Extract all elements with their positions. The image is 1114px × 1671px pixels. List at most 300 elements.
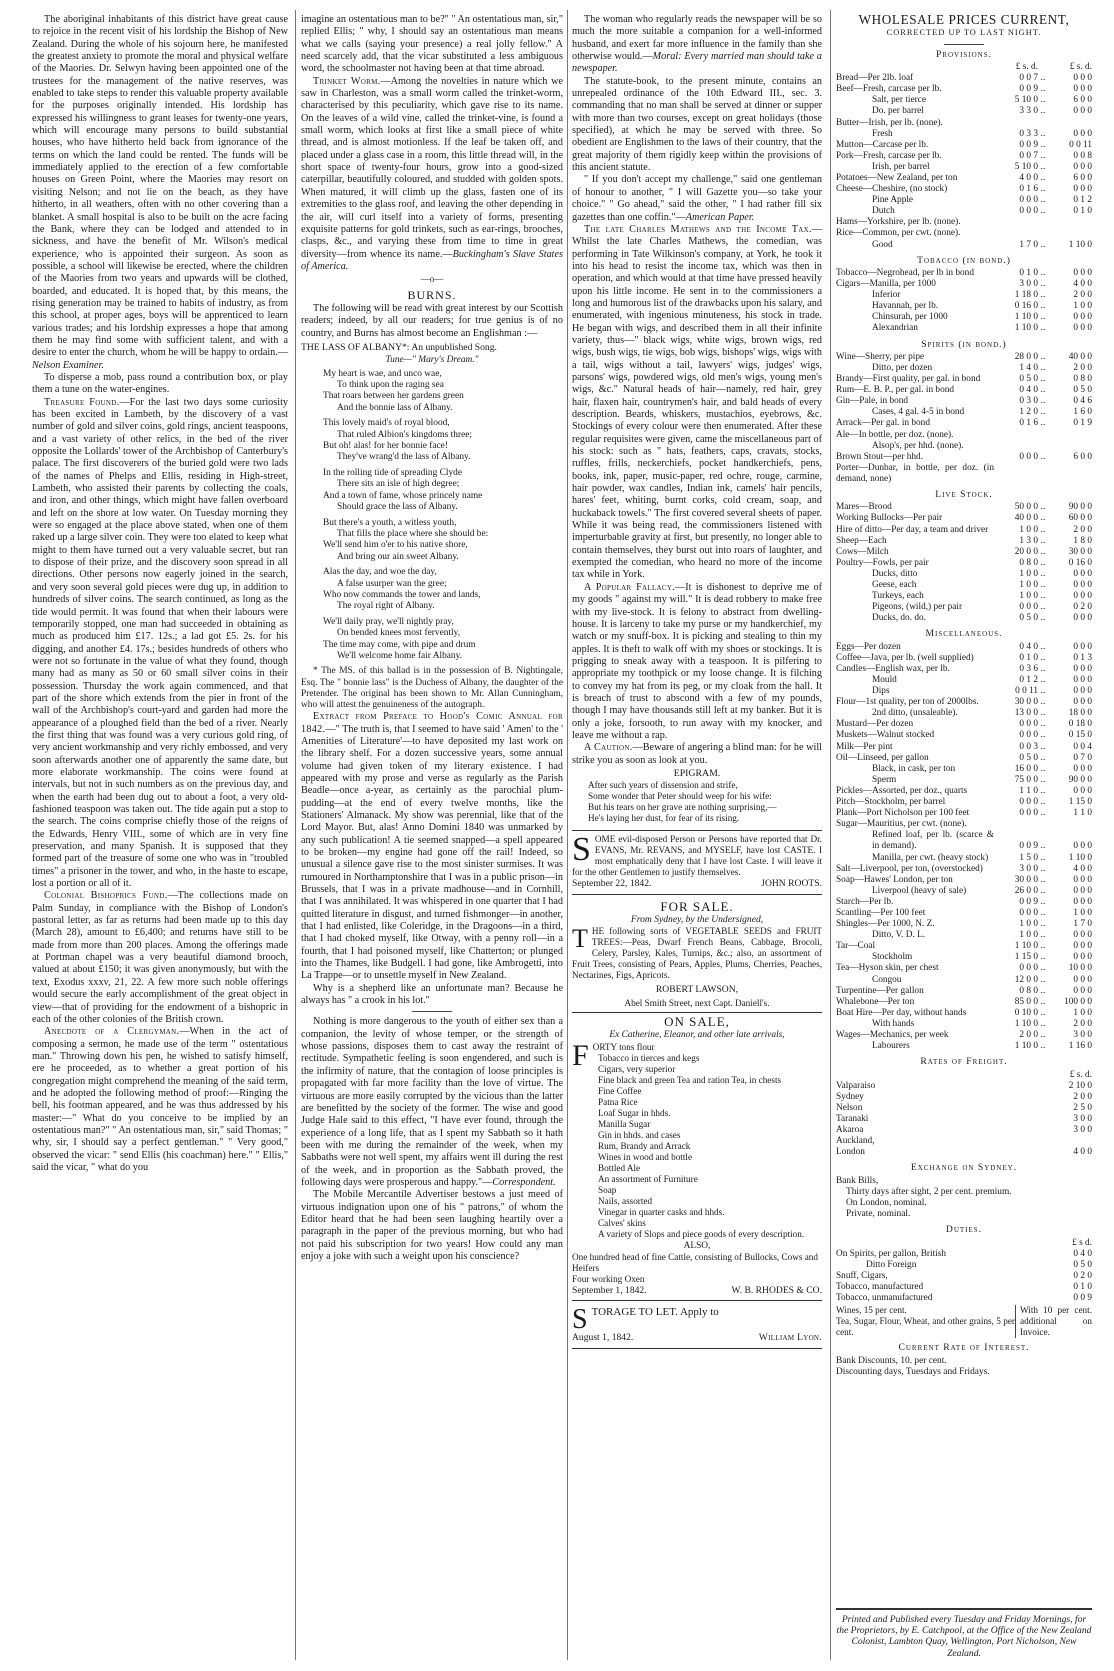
price-item: Pork—Fresh, carcase per lb. — [836, 150, 942, 161]
price-sep — [1038, 118, 1048, 129]
price-row — [836, 1019, 1092, 1030]
price-high: 0 5 0 — [1073, 385, 1092, 396]
price-row — [836, 184, 1092, 195]
price-row — [836, 686, 1092, 697]
price-item: Salt, per tierce — [872, 95, 926, 106]
price-high: 1 6 0 — [1073, 407, 1092, 418]
price-item: Ducks, ditto — [872, 568, 918, 579]
price-sep: .. — [1040, 279, 1046, 290]
price-item: Black, in cask, per ton — [872, 763, 956, 774]
price-table — [836, 642, 1092, 1052]
price-row — [836, 941, 1092, 952]
divider: —o— — [420, 274, 444, 285]
price-low: 0 8 0 — [1019, 557, 1038, 568]
list-item: ORTY tons flour — [592, 1041, 655, 1052]
freight-port: Taranaki — [836, 1113, 869, 1124]
price-item: Brandy—First quality, per gal. in bond — [836, 374, 981, 385]
price-item: Rice—Common, per cwt. (none). — [836, 228, 961, 239]
price-high: 90 0 0 — [1068, 502, 1092, 513]
price-sep: .. — [1040, 641, 1046, 652]
price-low: 1 10 0 — [1014, 312, 1038, 323]
price-high: 0 7 0 — [1073, 752, 1092, 763]
price-item: 2nd ditto, (unsaleable). — [872, 708, 958, 719]
freight-row — [836, 1092, 1092, 1103]
price-low — [994, 819, 1038, 830]
price-row — [836, 797, 1092, 808]
stanza — [323, 369, 563, 415]
price-item: Hams—Yorkshire, per lb. (none). — [836, 217, 961, 228]
price-high: 0 0 0 — [1073, 763, 1092, 774]
price-low: 5 10 0 — [1014, 161, 1038, 172]
price-high — [1048, 819, 1092, 830]
duty-row — [836, 1282, 1092, 1293]
price-row — [836, 764, 1092, 775]
price-high — [1048, 118, 1092, 129]
freight-port: London — [836, 1147, 865, 1158]
prices-title: WHOLESALE PRICES CURRENT, — [858, 12, 1070, 27]
price-low: 1 0 0 — [1019, 591, 1038, 602]
price-low: 0 3 6 — [1019, 663, 1038, 674]
price-sep — [1038, 62, 1048, 73]
price-high: 6 0 0 — [1073, 172, 1092, 183]
price-item — [836, 62, 994, 73]
price-high: 0 0 0 — [1073, 896, 1092, 907]
price-section-heading: Miscellaneous. — [925, 628, 1003, 640]
column-4-prices — [836, 14, 1092, 1378]
list-item: Manilla Sugar — [598, 1118, 651, 1129]
list-item: Vinegar in quarter casks and hhds. — [598, 1206, 725, 1217]
price-sep: .. — [1040, 407, 1046, 418]
divider-rule — [412, 1011, 452, 1012]
price-low: 0 3 0 — [1019, 396, 1038, 407]
article-bishoprics-fund: Colonial Bishoprics Fund.—The collections made on Palm Sunday, in compliance with the Bishop of London's pastoral letter, as far as returns had been made up to this day (March 28), amount to £6,400; and returns have still to be made from more than 200 places. Among the offerings made at Portman chapel was a very beautiful diamond brooch, valued at about £150; it was given anonymously, but with the text, Exodus xxxv, 21, 22. A few more such noble offerings would secure the early accomplishment of the great object in view—that of providing for the endowment of a bishopric in each of the other colonies of the British crown. — [32, 890, 288, 1025]
price-sep: .. — [1040, 741, 1046, 752]
price-sep: .. — [1040, 919, 1046, 930]
price-item: Ditto, V. D. L. — [872, 930, 926, 941]
list-item: Soap — [598, 1184, 617, 1195]
price-item: Scantling—Per 100 feet — [836, 907, 926, 918]
price-row — [836, 569, 1092, 580]
price-high: 0 0 0 — [1073, 184, 1092, 195]
list-item: Fine black and green Tea and ration Tea, in chests — [598, 1074, 782, 1085]
price-high: 1 0 0 — [1073, 907, 1092, 918]
price-section-heading: Spirits (in bond.) — [921, 338, 1007, 350]
price-row — [836, 118, 1092, 129]
article-treasure-found: Treasure Found.—For the last two days some curiosity has been excited in Lambeth, by the discovery of a vast number of gold and silver coins, gold rings, ancient teaspoons, and a vast variety of other relics, in the bed of the river opposite the Lollards' tower of the Archbishop of Canterbury's palace. The first discoverers of the buried gold were two lads of the names of Phelps and Ellis, residing in High-street, Lambeth, who assisted their parents by collecting the coals, and iron, and other things, which might have fallen overboard and left on the shore at low water. On Tuesday morning they were so engaged at the place above stated, when one of them raked up a large silver coin. They were too elated to keep what might to them have turned out a very valuable secret, but ran to dispose of their prize, and the discovery soon spread in all directions. Other persons now eagerly joined in the search, and very soon several gold pieces were dug up, in addition to hundreds of silver coins. The search continued, as long as the tide would permit. It was found that when their labours were temporarily stopped, one man had succeeded in obtaining as much as produced him £17. 12s.; a lad got £5. 2s. for his digging, and another £4. 17s.; besides hundreds of others who were not so fortunate in the value of what they found, though many had as many as 50 or 60 small silver coins in their possession. Thursday the work again commenced, and that part of the shore which extends from the pier in front of the wall of the Archbishop's court-yard and garden had more the appearance of a ploughed field than the bed of a river. Nearly the first thing that was found was a very curious gold ring, of very ancient workmanship and very richly embossed, and very soon afterwards another one of apparently the same date, but more elaborate workmanship. The coins were found at intervals, but not in such numbers as on the previous day, and when the earth had been dug out to about a foot, a very old-fashioned teaspoon was taken out. The tide again put a stop to the search. The coins comprise chiefly those of the reigns of the Edwards, Henry VIII., some of which are in very fine preservation, and many Spanish. It is supposed that they formed part of the treasure of some one who was in "troubled times" a prisoner in the tower, and who, in the haste to escape, lost a portion or all of it. — [32, 396, 288, 890]
price-high: 40 0 0 — [1068, 351, 1092, 362]
price-sep: .. — [1040, 206, 1046, 217]
freight-row — [836, 1136, 1092, 1147]
price-high: 0 0 0 — [1073, 161, 1092, 172]
price-high: 60 0 0 — [1068, 513, 1092, 524]
price-low: 0 0 7 — [1019, 150, 1038, 161]
poem-line: The time may come, with pipe and drum — [323, 639, 476, 650]
price-high: 0 0 0 — [1073, 930, 1092, 941]
price-sep: .. — [1040, 580, 1046, 590]
advert-for-sale-seeds: FOR SALE. From Sydney, by the Undersigned, THE following sorts of VEGETABLE SEEDS and FRUIT TREES:—Peas, Dwarf French Beans, Cabbage, Brocoli, Celery, Parsley, Kales, Turnips, &c.; also, an assortment of Fruit Trees, consisting of Pears, Apples, Plums, Cherries, Peaches, Nectarines, Figs, Apricots. ROBERT LAWSON, Abel Smith Street, next Capt. Daniell's. — [572, 898, 822, 1008]
price-item: Shingles—Per 1000, N. Z. — [836, 919, 935, 930]
price-item: Turpentine—Per gallon — [836, 985, 924, 996]
price-low: 16 0 0 — [1014, 763, 1038, 774]
poem-line: My heart is wae, and unco wae, — [323, 368, 442, 379]
price-sep: .. — [1040, 763, 1046, 774]
price-sep — [1038, 228, 1048, 239]
poem-line: But there's a youth, a witless youth, — [323, 517, 457, 528]
price-section-heading: Provisions. — [935, 48, 993, 60]
price-high — [1048, 217, 1092, 228]
price-row — [836, 228, 1092, 239]
exchange-line: Thirty days after sight, 2 per cent. premium. — [846, 1186, 1012, 1197]
price-low: 0 0 9 — [1019, 84, 1038, 95]
price-item: Alexandrian — [872, 323, 918, 334]
price-high: 0 15 0 — [1068, 730, 1092, 741]
price-low: 85 0 0 — [1014, 996, 1038, 1007]
price-item: Tar—Coal — [836, 941, 876, 952]
price-sep: .. — [1040, 184, 1046, 195]
price-item: Pitch—Stockholm, per barrel — [836, 797, 946, 808]
price-low: 0 5 0 — [1019, 613, 1038, 624]
price-high: 18 0 0 — [1068, 708, 1092, 719]
column-3 — [572, 14, 822, 1349]
price-row — [836, 536, 1092, 547]
duty-rate: 0 0 9 — [1073, 1293, 1092, 1304]
duties-heading: Duties. — [945, 1224, 983, 1236]
price-low: £ s. d. — [1015, 62, 1038, 73]
price-high: 0 0 0 — [1073, 874, 1092, 885]
list-item: Nails, assorted — [598, 1195, 653, 1206]
price-high: 4 0 0 — [1073, 279, 1092, 290]
price-item: Rum—E. B. P., per gal. in bond — [836, 385, 955, 396]
article-statute-book: The statute-book, to the present minute, contains an unrepealed ordinance of the 10th Edward III., sec. 3. commanding that no man shall be served at dinner or supper with more than two courses, except on great holidays (those specified), at which he may be served with three. So obedient are Englishmen to the laws of their country, that the great majority of them rigidly keep within the provisions of this ancient statute. — [572, 75, 822, 174]
price-high: 6 0 0 — [1073, 451, 1092, 462]
price-row — [836, 853, 1092, 864]
price-row — [836, 897, 1092, 908]
poem-line: There sits an isle of high degree; — [337, 479, 460, 490]
price-high: 0 0 0 — [1073, 84, 1092, 95]
price-high: 0 8 0 — [1073, 374, 1092, 385]
price-low: 50 0 0 — [1014, 502, 1038, 513]
price-item: Butter—Irish, per lb. (none). — [836, 117, 943, 128]
price-high: 1 1 0 — [1073, 808, 1092, 819]
price-low — [994, 430, 1038, 441]
column-1 — [32, 14, 288, 1174]
price-low: 12 0 0 — [1014, 974, 1038, 985]
price-row — [836, 986, 1092, 997]
price-sep — [1038, 441, 1048, 452]
price-table — [836, 268, 1092, 335]
stanza — [323, 418, 563, 464]
duty-rate: 0 5 0 — [1073, 1259, 1092, 1270]
list-item: Tobacco in tierces and kegs — [598, 1052, 700, 1063]
price-high: 1 15 0 — [1068, 797, 1092, 808]
price-row — [836, 525, 1092, 536]
price-low: 30 0 0 — [1014, 874, 1038, 885]
freight-currency-head: £ s. d. — [1069, 1069, 1092, 1080]
price-high: 0 0 0 — [1073, 697, 1092, 708]
price-sep: .. — [1040, 73, 1046, 84]
duties-head-row — [836, 1238, 1092, 1249]
list-item: Wines in wood and bottle — [598, 1151, 693, 1162]
price-sep — [1038, 819, 1048, 830]
price-high: 0 0 0 — [1073, 613, 1092, 624]
exchange-line: Bank Bills, — [836, 1175, 879, 1186]
price-sep: .. — [1040, 84, 1046, 95]
price-sep: .. — [1040, 312, 1046, 323]
price-sep: .. — [1040, 985, 1046, 996]
price-high: 10 0 0 — [1068, 963, 1092, 974]
duties-table — [836, 1238, 1092, 1305]
price-high: 1 10 0 — [1068, 239, 1092, 250]
price-row — [836, 441, 1092, 452]
price-high — [1048, 441, 1092, 452]
price-sep: .. — [1040, 852, 1046, 863]
price-high: 0 0 0 — [1073, 312, 1092, 323]
price-row — [836, 963, 1092, 974]
price-high: 0 0 0 — [1073, 675, 1092, 685]
price-sep: .. — [1040, 613, 1046, 624]
price-item: Mutton—Carcase per lb. — [836, 139, 929, 150]
price-low: 0 1 6 — [1019, 418, 1038, 429]
interest-list — [836, 1356, 1092, 1378]
poem-line: The royal right of Albany. — [337, 601, 435, 612]
price-item: Boat Hire—Per day, without hands — [836, 1007, 967, 1018]
price-sep: .. — [1040, 652, 1046, 663]
price-item: Brown Stout—per hhd. — [836, 451, 924, 462]
price-low: 28 0 0 — [1014, 351, 1038, 362]
price-sep: .. — [1040, 930, 1046, 941]
price-low: 0 0 0 — [1019, 451, 1038, 462]
price-item: Liverpool (heavy of sale) — [872, 885, 967, 896]
price-sep: .. — [1040, 874, 1046, 885]
price-low: 0 0 0 — [1019, 907, 1038, 918]
list-item: An assortment of Furniture — [598, 1173, 698, 1184]
poem-line: That fills the place where she should be: — [337, 528, 489, 539]
price-row — [836, 84, 1092, 95]
price-item: Refined loaf, per lb. (scarce & in demand). — [872, 830, 994, 852]
article-dangerous-companions: Nothing is more dangerous to the youth of either sex than a companion, the levity of whose temper, or the strength of whose passions, disposes them to cast away the restraint of rectitude. Sympathetic feeling is soon engendered, and such is the infirmity of nature, that the contagion of loose principles is propagated with far more facility than the love of virtue. The virtuous are more easily corrupted by the vicious than the latter are benefitted by the society of the former. The wise and good Judge Hale said to this effect, "I have ever found, through the experience of a long life, that as I spent my Sabbath so it hath been with me during the remainder of the week, when my Sabbaths were not well spent, my affairs went ill during the rest of the week, and in proportion as the Sabbath proved, the following days were prosperous and happy."—Correspondent. — [301, 1016, 563, 1188]
price-item: Pine Apple — [872, 195, 914, 206]
price-low: 3 0 0 — [1019, 279, 1038, 290]
price-sep: .. — [1040, 591, 1046, 602]
price-high: 0 1 2 — [1073, 195, 1092, 206]
list-item: Cigars, very superior — [598, 1063, 676, 1074]
price-sep: .. — [1040, 602, 1046, 613]
price-table — [836, 502, 1092, 624]
price-row — [836, 613, 1092, 624]
column-rule — [295, 10, 296, 1660]
price-sep: .. — [1040, 385, 1046, 396]
price-sep: .. — [1040, 195, 1046, 206]
price-high: 2 0 0 — [1073, 290, 1092, 301]
price-low: 26 0 0 — [1014, 885, 1038, 896]
price-item: Gin—Pale, in bond — [836, 396, 909, 407]
price-high: 0 0 0 — [1073, 663, 1092, 674]
duty-item: Tobacco, unmanufactured — [836, 1293, 933, 1304]
stanza — [323, 518, 563, 564]
poem-lass-of-albany — [323, 369, 563, 663]
price-row — [836, 268, 1092, 279]
price-item: Beef—Fresh, carcase per lb. — [836, 84, 942, 95]
price-item: Manilla, per cwt. (heavy stock) — [872, 852, 989, 863]
price-low: 1 4 0 — [1019, 362, 1038, 373]
freight-rate: 2 5 0 — [1073, 1102, 1092, 1113]
price-high: 1 10 0 — [1068, 852, 1092, 863]
price-row — [836, 140, 1092, 151]
price-row — [836, 363, 1092, 374]
price-item: Salt—Liverpool, per ton, (overstocked) — [836, 863, 983, 874]
price-sep: .. — [1040, 374, 1046, 385]
price-item: Fresh — [872, 128, 893, 139]
price-item: Tea—Hyson skin, per chest — [836, 963, 939, 974]
price-low — [994, 441, 1038, 452]
song-footnote: * The MS. of this ballad is in the possession of B. Nightingale, Esq. The " bonnie lass" is the Duchess of Albany, the daughter of the Pretender. The original has been shown to Mr. Allan Cunningham, who will attest the genuineness of the autograph. — [301, 666, 563, 710]
poem-line: A false usurper wan the gree; — [337, 578, 447, 589]
poem-line: That ruled Albion's kingdoms three; — [337, 429, 473, 440]
price-high: 1 7 0 — [1073, 919, 1092, 930]
freight-spacer — [836, 1070, 1042, 1081]
price-high: 0 1 3 — [1073, 652, 1092, 663]
price-item: Coffee—Java, per lb. (well supplied) — [836, 652, 974, 663]
price-item: Cases, 4 gal. 4-5 in bond — [872, 407, 965, 418]
epigram-line: After such years of dissension and strife, — [588, 780, 738, 791]
price-sep: .. — [1040, 841, 1046, 852]
price-row — [836, 396, 1092, 407]
price-row — [836, 374, 1092, 385]
advert-on-sale-rhodes: ON SALE, Ex Catherine, Eleanor, and other late arrivals, F ORTY tons flour Tobacco in tierces and kegs Cigars, very superior Fine black and green Tea and ration Tea, in chests Fine Coffee Patna Rice Loaf Sugar in hhds. Manilla Sugar Gin in hhds. and cases Rum, Brandy and Arrack Wines in wood and bottle Bottled Ale An assortment of Furniture Soap Nails, assorted Vinegar in quarter casks and hhds. Calves' skins A variety of Slops and piece goods of every description. ALSO, One hundred head of fine Cattle, consisting of Bullocks, Cows and Heifers Four working Oxen September 1, 1842. W. B. RHODES & CO. — [572, 1014, 822, 1297]
price-item: Soap—Hawes' London, per ton — [836, 874, 953, 885]
price-high: 0 0 0 — [1073, 785, 1092, 796]
price-high: 0 1 0 — [1073, 206, 1092, 217]
price-high: 0 0 0 — [1073, 591, 1092, 602]
advert-john-roots: SOME evil-disposed Person or Persons have reported that Dr. EVANS, Mr. REVANS, and MYSELF, have lost CASTE. I most emphatically deny that I have lost Caste. I will leave it for the other Gentlemen to justify themselves. September 22, 1842. JOHN ROOTS. — [572, 830, 822, 894]
price-item: Mustard—Per dozen — [836, 719, 914, 730]
price-low: 1 0 0 — [1019, 580, 1038, 590]
list-item: Loaf Sugar in hhds. — [598, 1107, 671, 1118]
price-high: 0 0 0 — [1073, 941, 1092, 952]
price-row — [836, 997, 1092, 1008]
price-low: 1 10 0 — [1014, 1041, 1038, 1052]
freight-port: Auckland, — [836, 1136, 875, 1147]
price-sep: .. — [1040, 535, 1046, 546]
price-sep: .. — [1040, 863, 1046, 874]
freight-rate: 3 0 0 — [1073, 1113, 1092, 1124]
duty-rate: 0 2 0 — [1073, 1271, 1092, 1282]
duty-rate: 0 1 0 — [1073, 1282, 1092, 1293]
price-low: 0 0 0 — [1019, 963, 1038, 974]
epigram-line: He's laying her dust, for fear of its rising. — [588, 813, 740, 824]
price-sep: .. — [1040, 963, 1046, 974]
price-row — [836, 407, 1092, 418]
price-sections — [836, 49, 1092, 1053]
price-low: 0 1 2 — [1019, 675, 1038, 685]
price-high: 0 0 0 — [1073, 885, 1092, 896]
price-sep: .. — [1040, 1030, 1046, 1040]
price-low: 1 0 0 — [1019, 930, 1038, 941]
price-sep: .. — [1040, 719, 1046, 730]
price-item: Labourers — [872, 1041, 910, 1052]
price-high: 2 0 0 — [1073, 524, 1092, 535]
price-item: Ale—In bottle, per doz. (none). — [836, 429, 954, 440]
article-mathews-income-tax: The late Charles Mathews and the Income Tax.—Whilst the late Charles Mathews, the comedian, was performing in Tate Wilkinson's company, at York, he took it into his head to resist the income tax, which was then in operation, and which would at that time have pressed heavily upon his little income. He sent in to the commissioners a long and humorous list of the drawbacks upon his salary, and enumerated, with ingenious minuteness, his stock in trade. He began with wigs, and described them in all their infinite variety, thus—" black wigs, white wigs, brown wigs, red wigs, bush wigs, tie wigs, bob wigs, bishops' wigs, wigs with a tail, wigs without a tail, lawyers' wigs, judges' wigs, parsons' wigs, powdered wigs, old men's wigs, young men's wigs, &c." Natural heads of hair—namely, red hair, grey hair, flaxen hair, countrymen's hair, and bald heads of every description. Beards, whiskers, mustachios, eyebrows, &c. Stockings of every colour were then enumerated. After these regular requisites were given, came the miscellaneous part of his stock: such as " hats, feathers, caps, cravats, stocks, ruffles, frills, neckerchiefs, pocket handkerchiefs, pens, books, ink, paper, music-paper, red ochre, rouge, carmine, hair powder, wax candles, Indian ink, camels' hair pencils, hares' feet, whiting, burnt corks, cold cream, soap, and huckaback towels." The first covered several sheets of paper. While it was being read, the commissioners listened with imperturbable gravity at first, but presently, no longer able to contain themselves, they burst out into roars of laughter, and exempted the comedian, who heard no more of the income tax while in York. — [572, 223, 822, 581]
interest-line: Bank Discounts, 10. per cent. — [836, 1355, 947, 1366]
price-sep: .. — [1040, 686, 1046, 697]
price-row — [836, 591, 1092, 602]
price-row — [836, 819, 1092, 830]
poem-line: And the bonnie lass of Albany. — [337, 402, 453, 413]
price-high: 0 0 0 — [1073, 974, 1092, 985]
price-low: 13 0 0 — [1014, 708, 1038, 719]
price-low — [994, 463, 1038, 485]
price-sep: .. — [1040, 172, 1046, 183]
freight-row — [836, 1103, 1092, 1114]
price-low: 0 8 0 — [1019, 985, 1038, 996]
price-sep: .. — [1040, 996, 1046, 1007]
price-item: Hire of ditto—Per day, a team and driver — [836, 524, 989, 535]
price-item: Irish, per barrel — [872, 161, 930, 172]
price-sep: .. — [1040, 907, 1046, 918]
price-sep: .. — [1040, 150, 1046, 161]
freight-heading: Rates of Freight. — [920, 1056, 1008, 1068]
poem-line: We'll send him o'er to his native shore, — [323, 540, 468, 551]
freight-row — [836, 1081, 1092, 1092]
poem-line: And a town of fame, whose princely name — [323, 490, 483, 501]
price-sep: .. — [1040, 161, 1046, 172]
price-row — [836, 580, 1092, 591]
price-high: 0 18 0 — [1068, 719, 1092, 730]
price-row — [836, 62, 1092, 73]
price-low: 0 4 0 — [1019, 641, 1038, 652]
price-item: Tobacco—Negrohead, per lb in bond — [836, 267, 974, 278]
price-item: Ditto, per dozen — [872, 362, 933, 373]
price-high: 2 0 0 — [1073, 362, 1092, 373]
price-row — [836, 195, 1092, 206]
price-item: Do. per barrel — [872, 106, 924, 117]
price-row — [836, 301, 1092, 312]
poem-line: But oh! alas! for her bonnie face! — [323, 441, 448, 452]
price-item: Poultry—Fowls, per pair — [836, 557, 929, 568]
price-high: 1 8 0 — [1073, 535, 1092, 546]
freight-rate: 2 10 0 — [1068, 1080, 1092, 1091]
price-row — [836, 323, 1092, 334]
price-row — [836, 908, 1092, 919]
article-hood-preface: Extract from Preface to Hood's Comic Annual for 1842.—" The truth is, that I seemed to have said ' Amen' to the ' Amenities of Literature'—to have deposited my last work on the library shelf. For a dozen successive years, some annual volume had given token of my literary existence. I had appeared with my prose and verse as regularly as the Parish Beadle—once a-year, as certainly as the parochial plum-pudding—at the end of every twelve months, like the Stationers' Almanack. My show was perennial, like that of the Lord Mayor. But, alas! Anno Domini 1840 was unmarked by any such publication! A tie seemed snapped—a spell appeared to be broken—my engine had gone off the rail! Indeed, so unusual a silence gave rise to the most sinister surmises. It was rumoured in Northamptonshire that I was in a public prison—in Brussels, that I was in a private madhouse—and in Cornhill, that I was annihilated. It was whispered in one quarter that I had quitted literature in disgust, and turned fishmonger—in another, that I had enlisted, like Coleridge, in the Dragoons—in a third, that I had choked myself, like Otway, with a penny roll—in a fourth, that I had poisoned myself, like Chatterton; or plunged into the Thames, like Budgell. I had gone, like Ambrogetti, into La Trappe—or to unsettle myself in New Zealand. — [301, 711, 563, 982]
price-row — [836, 830, 1092, 852]
price-high: 0 0 0 — [1073, 641, 1092, 652]
price-item: Sperm — [872, 774, 897, 785]
price-low: 0 0 0 — [1019, 602, 1038, 613]
article-mobile-advertiser: The Mobile Mercantile Advertiser bestows a just meed of virtuous indignation upon one of his " patrons," of whom the Editor heard that he had been seen laughing heartily over a paragraph in the paper of the previous morning, but who had not paid his subscription for two years! How could any man enjoy a joke with such a weight upon his conscience? — [301, 1189, 563, 1262]
column-rule — [567, 10, 568, 1660]
price-item: Arrack—Per gal. in bond — [836, 418, 930, 429]
price-low: 0 0 0 — [1019, 730, 1038, 741]
price-row — [836, 290, 1092, 301]
price-sep: .. — [1040, 885, 1046, 896]
price-high: 3 0 0 — [1073, 1030, 1092, 1040]
price-sep: .. — [1040, 239, 1046, 250]
price-item: Mould — [872, 675, 897, 685]
price-sep: .. — [1040, 952, 1046, 963]
article-mob: To disperse a mob, pass round a contribution box, or play them a tune on the water-engines. — [32, 371, 288, 396]
price-sep: .. — [1040, 785, 1046, 796]
freight-row — [836, 1114, 1092, 1125]
price-row — [836, 730, 1092, 741]
price-high: 0 2 0 — [1073, 602, 1092, 613]
price-low: 1 15 0 — [1014, 952, 1038, 963]
price-row — [836, 151, 1092, 162]
price-high: 4 0 0 — [1073, 863, 1092, 874]
price-low: 1 3 0 — [1019, 535, 1038, 546]
article-clergyman-cont: imagine an ostentatious man to be?" " An ostentatious man, sir," replied Ellis; " why, I should say an ostentatious man means what we calls (saying your presence) a real jolly fellow." A need scarcely add, that the vicar substituted a less ambiguous word, the schoolmaster not having been at that time abroad. — [301, 14, 563, 75]
